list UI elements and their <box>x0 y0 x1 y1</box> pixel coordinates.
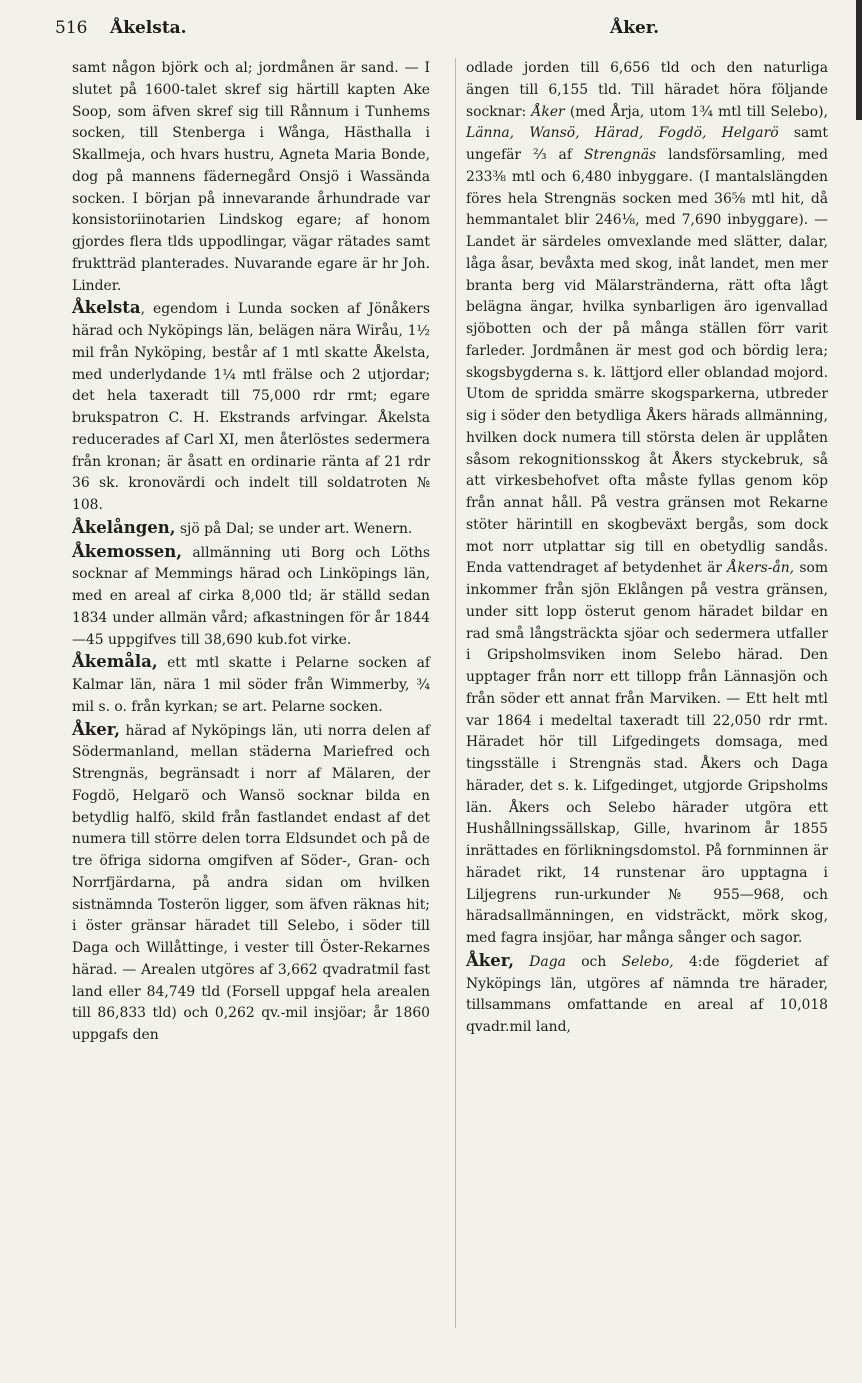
italic-strengnas: Strengnäs <box>583 147 657 163</box>
headword: Åker, <box>72 719 120 739</box>
aker-continued-paragraph: odlade jorden till 6,656 tld och den naturliga ängen till 6,155 tld. Till häradet höra följande socknar: Åker (med Årja, utom 1¾ mtl till Selebo), Länna, Wansö, Härad, Fogdö, Helgarö samt ungefär ⅔ af Strengnäs landsförsamling, med 233⅜ mtl och 6,480 inbyggare. (I mantalslängden föres hela Strengnäs socken med 36⅝ mtl hit, då hemmantalet blir 246⅛, med 7,690 inbyggare). — Landet är särdeles omvexlande med slätter, dalar, låga åsar, bevåxta med skog, inåt landet, men mer branta berg vid Mälarstränderna, rätt ofta lågt belägna ängar, hvilka synbarligen äro igenvallad sjöbotten och der på många ställen förr varit farleder. Jordmånen är mest god och bördig lera; skogsbygderna s. k. lättjord eller oblandad mojord. Utom de spridda smärre skogsparkerna, utbreder sig i söder den betydliga Åkers härads allmänning, hvilken dock numera till största delen är upplåten såsom rekognitionsskog åt Åkers styckebruk, så att virkesbehofvet ofta måste fyllas genom köp från annat håll. På vestra gränsen mot Rekarne stöter härintill en skogbeväxt bergås, som dock mot norr utplattar sig till en obetydlig sandås. Enda vattendraget af betydenhet är Åkers-ån, som inkommer från sjön Eklången på vestra gränsen, under sitt lopp österut genom häradet bildar en rad små långsträckta sjöar och sedermera utfaller i Gripsholmsviken inom Selebo härad. Den upptager från norr ett tillopp från Lännasjön och från söder ett annat från Marviken. — Ett helt mtl var 1864 i medeltal taxeradt till 22,050 rdr rmt. Häradet hör till Lifgedingets domsaga, med tingsställe i Strengnäs stad. Åkers och Daga härader, det s. k. Lifgedinget, utgjorde Gripsholms län. Åkers och Selebo härader utgöra ett Hushållningssällskap, Gille, hvarinom år 1855 inrättades en förlikningsdomstol. På fornminnen är häradet rikt, 14 runstenar äro upptagna i Liljegrens run-urkunder № 955—968, och häradsallmänningen, en vidsträckt, mörk skog, med fagra insjöar, har många sånger och sagor. <box>466 60 828 946</box>
italic-selebo: Selebo, <box>621 953 674 970</box>
headword: Åker, <box>466 950 514 970</box>
page-number: 516 <box>55 18 88 38</box>
italic-akersan: Åkers-ån, <box>727 560 795 577</box>
headword: Åkemossen, <box>72 541 183 561</box>
entry-text: sjö på Dal; se under art. Wenern. <box>175 520 413 537</box>
left-column <box>72 58 430 1047</box>
italic-parish-aker: Åker <box>531 103 565 120</box>
continued-paragraph: samt någon björk och al; jordmånen är sand. — I slutet på 1600-talet skref sig härtill kapten Ake Soop, som äfven skref sig till Rånnum i Tunhems socken, till Stenberga i Wånga, Hästhalla i Skallmeja, och hvars hustru, Agneta Maria Bonde, dog på mannens fädernegård Onsjö i Wassända socken. I början på innevarande århundrade var konsistoriinotarien Lindskog egare; af honom gjordes flera tlds uppodlingar, vägar rätades samt fruktträd planterades. Nuvarande egare är hr Joh. Linder. <box>72 60 430 294</box>
running-head-left: Åkelsta. <box>110 18 187 38</box>
entry-akelangen <box>72 517 430 541</box>
column-divider <box>455 58 456 1328</box>
running-head-right: Åker. <box>610 18 660 38</box>
entry-aker-fogderi: Åker, Daga och Selebo, 4:de fögderiet af Nyköpings län, utgöres af nämnda tre härader, tillsammans omfattande en areal af 10,018 qvadr.mil land, <box>466 950 828 1035</box>
headword: Åkemåla, <box>72 652 158 672</box>
entry-text: ett mtl skatte i Pelarne socken af Kalmar län, nära 1 mil söder från Wimmerby, ¾ mil s. o. från kyrkan; se art. Pelarne socken. <box>72 655 430 715</box>
right-column <box>466 58 828 1039</box>
entry-text: allmänning uti Borg och Löths socknar af Memmings härad och Linköpings län, med en areal af cirka 8,000 tld; är ställd sedan 1834 under allmän vård; afkastningen för år 1844 —45 uppgifves till 38,690 kub.fot virke. <box>72 544 430 648</box>
headword: Åkelången, <box>72 517 176 537</box>
page-edge-mark <box>856 0 862 120</box>
italic-daga: Daga <box>529 953 566 970</box>
page-header <box>0 14 862 44</box>
headword: Åkelsta <box>72 298 141 318</box>
entry-text: , egendom i Lunda socken af Jönåkers härad och Nyköpings län, belägen nära Wiråu, 1½ mil från Nyköping, består af 1 mtl skatte Åkelsta, med underlydande 1¼ mtl frälse och 2 utjordar; det hela taxeradt till 75,000 rdr rmt; egare brukspatron C. H. Ekstrands arfvingar. Åkelsta reducerades af Carl XI, men återlöstes sedermera från kronan; är åsatt en ordinarie ränta af 21 rdr 36 sk. kronovärdi och indelt till soldatroten № 108. <box>72 301 430 513</box>
entry-akemossen <box>72 541 430 652</box>
entry-text: härad af Nyköpings län, uti norra delen af Södermanland, mellan städerna Mariefred och Strengnäs, begränsadt i norr af Mälaren, der Fogdö, Helgarö och Wansö socknar bilda en betydlig halfö, skild från fastlandet endast af det numera till större delen torra Eldsundet och på de tre öfriga sidorna omgifven af Söder-, Gran- och Norrfjärdarna, på andra sidan om hvilken sistnämnda Tosterön ligger, som äfven räknas hit; i öster gränsar häradet till Selebo, i söder till Daga och Willåttinge, i vester till Öster-Rekarnes härad. — Arealen utgöres af 3,662 qvadratmil fast land eller 84,749 tld (Forsell uppgaf hela arealen till 86,833 tld) och 0,262 qv.-mil insjöar; år 1860 uppgafs den <box>72 722 430 1043</box>
entry-akemala <box>72 651 430 718</box>
entry-akelsta <box>72 297 430 517</box>
entry-aker-harad <box>72 719 430 1047</box>
italic-parish-list: Länna, Wansö, Härad, Fogdö, Helgarö <box>466 125 779 142</box>
